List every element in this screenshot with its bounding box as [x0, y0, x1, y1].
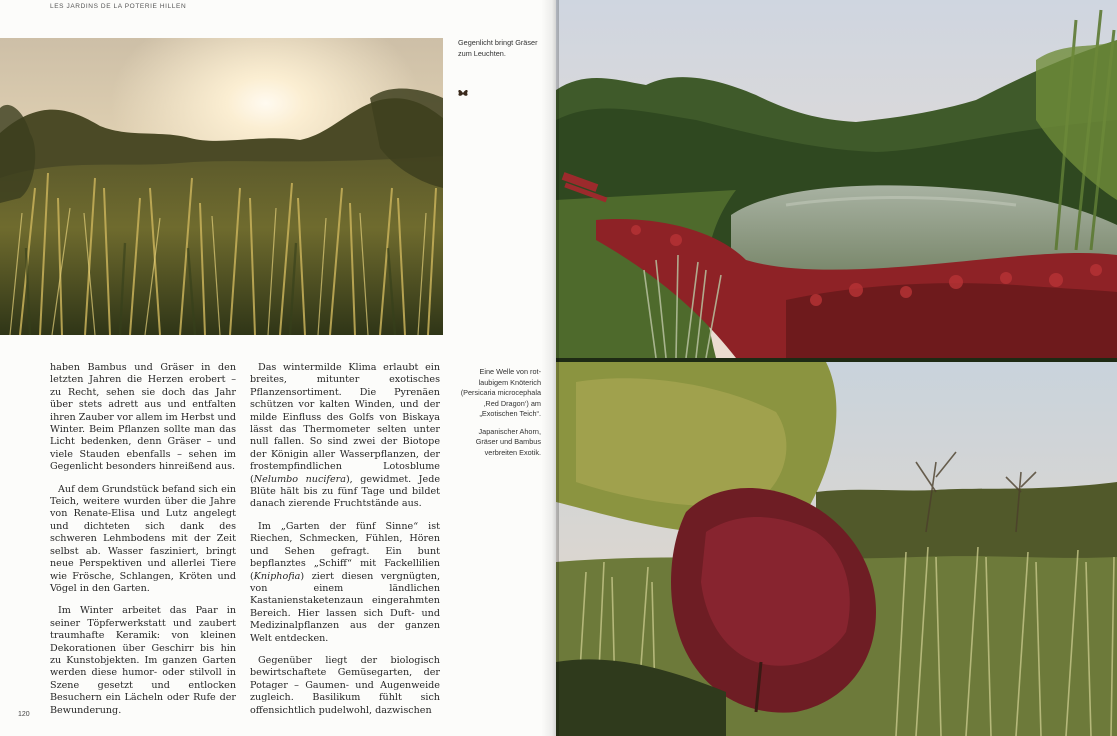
col2-paragraph-2 [250, 521, 440, 645]
photo-japanese-maple [556, 362, 1117, 736]
caption-top [458, 38, 538, 66]
right-page [556, 0, 1117, 736]
photo-exotic-pond [556, 0, 1117, 358]
col2-p2-text-b: ) ziert diesen vergnügten, von einem ländlichen Kastanienstaketenzaun eingerahmten Bereich. Hier lassen sich Duft- und Medizinalpflanzen aus der ganzen Welt entdecken. [250, 570, 440, 644]
col2-p1-text-a: Das wintermilde Klima erlaubt ein breites, mitunter exotisches Pflanzensortiment. Die Pyrenäen schützen vor kalten Winden, und der milde Einfluss des Golfs von Biskaya lässt das Thermometer selten unter null fallen. So sind zwei der Biotope der Königin aller Wasserpflanzen, der frostempfindlichen Lotosblume ( [250, 362, 440, 485]
col2-p1-text-b: ), gewidmet. Jede Blüte hält bis zu fünf Tage und bildet danach zierende Fruchtstände aus. [250, 473, 441, 510]
col2-p2-species: Kniphofia [253, 570, 301, 582]
col2-paragraph-1 [250, 362, 440, 511]
col2-paragraph-3: Gegenüber liegt der biologisch bewirtschaftete Gemüsegarten, der Potager – Gaumen- und Augenweide zugleich. Basilikum fühlt sich offensichtlich pudelwohl, dazwischen [250, 654, 440, 716]
col1-paragraph-1: haben Bambus und Gräser in den letzten Jahren die Herzen erobert – zu Recht, sehen sie doch das Jahr über stets adrett aus und entfalten ihren Zauber vor allem im Herbst und Winter. Beim Pflanzen sollte man das Licht bedenken, denn Gräser – und viele Stauden ebenfalls – sehen im Gegenlicht besonders hinreißend aus. [50, 362, 236, 473]
col1-paragraph-2: Auf dem Grundstück befand sich ein Teich, weitere wurden über die Jahre von Renate-Elisa und Lutz angelegt und dichteten sich dank des schweren Lehmbodens mit der Zeit selbst ab. Wasser fasziniert, bringt neue Perspektiven und allerlei Tiere wie Frösche, Schlangen, Kröten und Vögel in den Garten. [50, 483, 236, 594]
page-number: 120 [18, 711, 30, 718]
running-head: LES JARDINS DE LA POTERIE HILLEN [50, 3, 187, 10]
col2-p2-text-a: Im „Garten der fünf Sinne“ ist Riechen, Schmecken, Fühlen, Hören und Sehen gefragt. Ein bunt bepflanztes „Schiff“ mit Fackellilien ( [250, 520, 440, 582]
col1-paragraph-3: Im Winter arbeitet das Paar in seiner Töpferwerkstatt und zaubert traumhafte Keramik: von kleinen Dekorationen über Geschirr bis hin zu Kunstobjekten. Im ganzen Garten werden diese humor- oder stilvoll in Szene gesetzt und entlocken Besuchern ein Lächeln oder Rufe der Bewunderung. [50, 605, 236, 716]
caption-knoeterich: Eine Welle von rot-laubigem Knöterich (Persicaria microcephala ‚Red Dragon‘) am „Exotischen Teich“. [460, 367, 541, 418]
photo-backlit-grasses [0, 38, 443, 335]
left-page [0, 0, 556, 736]
caption-top-text: Gegenlicht bringt Gräser zum Leuchten. [458, 38, 538, 58]
text-column-2 [250, 362, 440, 727]
caption-middle [455, 367, 541, 465]
col2-p1-species: Nelumbo nucifera [253, 473, 346, 485]
caption-ahorn: Japanischer Ahorn, Gräser und Bambus verbreiten Exotik. [475, 426, 541, 457]
butterfly-icon [457, 88, 469, 98]
text-column-1 [50, 362, 236, 727]
